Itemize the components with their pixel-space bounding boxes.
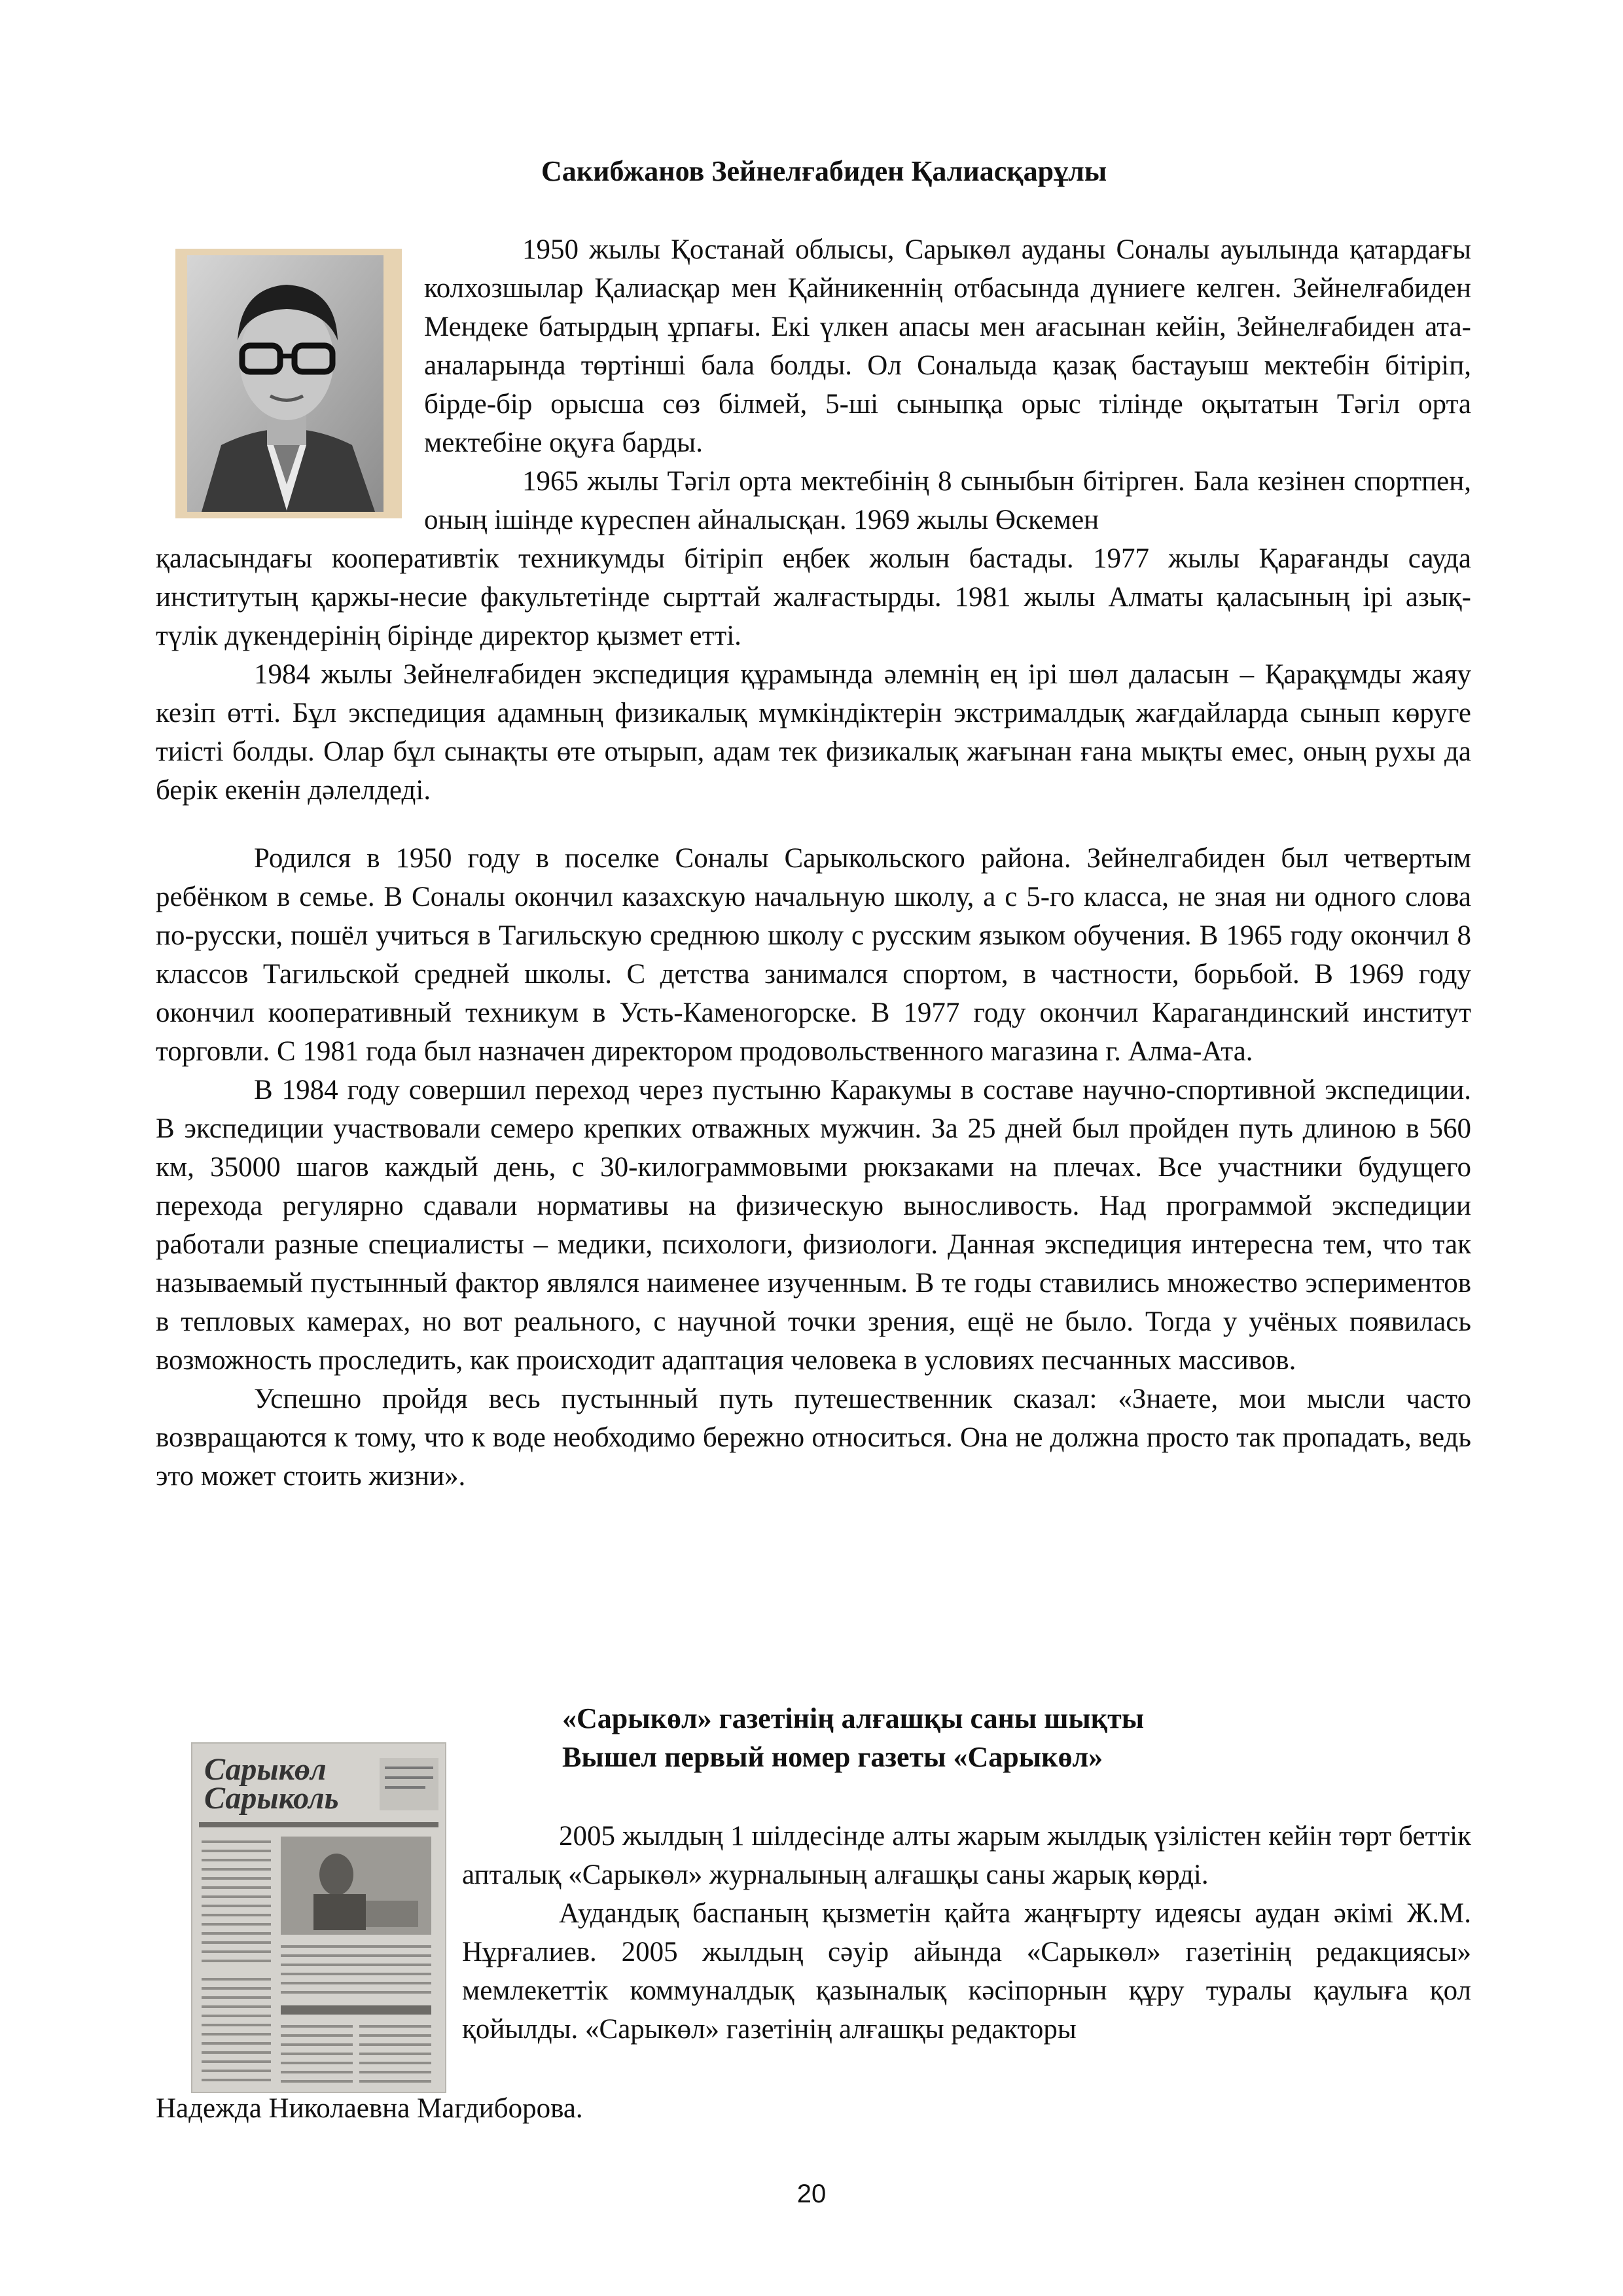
portrait-photo-graphic	[175, 249, 402, 518]
news-paragraph-2-end: Надежда Николаевна Магдиборова.	[156, 2093, 583, 2124]
portrait-photo-icon	[175, 249, 402, 518]
newspaper-front-page-icon	[191, 1742, 446, 2093]
bio-kz-paragraph-3: 1984 жылы Зейнелғабиден экспедиция құрамында әлемнің ең ірі шөл даласын – Қарақұмды жаяу кезіп өтті. Бұл экспедиция адамның физикалық мүмкіндіктерін экстрималдық жағдайларда сынып көруге тиісті болды. Олар бұл сынақты өте отырып, адам тек физикалық жағынан ғана мықты емес, оның рухы да берік екенін дәлелдеді.	[156, 659, 1471, 806]
bio-kazakh-wrapped-text	[424, 230, 1471, 539]
bio-kz-paragraph-1: 1950 жылы Қостанай облысы, Сарыкөл ауданы Соналы ауылында қатардағы колхозшылар Қалиасқар мен Қайникеннің отбасында дүниеге келген. Зейнелғабиден Мендеке батырдың ұрпағы. Екі үлкен апасы мен ағасынан кейін, Зейнелғабиден ата-аналарында төртінші бала болды. Ол Соналыда қазақ бастауыш мектебін бітіріп, бірде-бір орысша сөз білмей, 5-ші сыныпқа орыс тілінде оқытатын Тәгіл орта мектебіне оқуға барды.	[424, 234, 1471, 458]
news-paragraph-2-start: Аудандық баспаның қызметін қайта жаңғырту идеясы аудан әкімі Ж.М. Нұрғалиев. 2005 жылдың сәуір айында «Сарыкөл» газетінің редакциясы» мемлекеттік коммуналдық қазыналық кәсіпорнын құру туралы қаулыға қол қойылды. «Сарыкөл» газетінің алғашқы редакторы	[462, 1898, 1471, 2045]
news-full-text	[156, 2089, 1471, 2128]
newspaper-header-graphic	[380, 1758, 438, 1810]
news-paragraph-1: 2005 жылдың 1 шілдесінде алты жарым жылдық үзілістен кейін төрт беттік апталық «Сарыкөл» журналының алғашқы саны жарық көрді.	[462, 1821, 1471, 1890]
bio-ru-paragraph-1: Родился в 1950 году в поселке Соналы Сарыкольского района. Зейнелгабиден был четвертым ребёнком в семье. В Соналы окончил казахскую начальную школу, а с 5-го класса, не зная ни одного слова по-русски, пошёл учиться в Тагильскую среднюю школу с русским языком обучения. В 1965 году окончил 8 классов Тагильской средней школы. С детства занимался спортом, в частности, борьбой. В 1969 году окончил кооперативный техникум в Усть-Каменогорске. В 1977 году окончил Карагандинский институт торговли. С 1981 года был назначен директором продовольственного магазина г. Алма-Ата.	[156, 843, 1471, 1067]
bio-kz-paragraph-2-end: қаласындағы кооперативтік техникумды бітіріп еңбек жолын бастады. 1977 жылы Қарағанды сауда институтың қаржы-несие факультетінде сырттай жалғастырды. 1981 жылы Алматы қаласының ірі азық-түлік дүкендерінің бірінде директор қызмет етті.	[156, 543, 1471, 651]
news-title-russian: Вышел первый номер газеты «Сарыкөл»	[562, 1741, 1103, 1773]
bio-ru-paragraph-2: В 1984 году совершил переход через пустыню Каракумы в составе научно-спортивной экспедиции. В экспедиции участвовали семеро крепких отважных мужчин. За 25 дней был пройден путь длиною в 560 км, 35000 шагов каждый день, с 30-килограммовыми рюкзаками на плечах. Все участники будущего перехода регулярно сдавали нормативы на физическую выносливость. Над программой экспедиции работали разные специалисты – медики, психологи, физиологи. Данная экспедиция интересна тем, что так называемый пустынный фактор являлся наименее изученным. В те годы ставились множество эспериментов в тепловых камерах, но вот реального, с научной точки зрения, ещё не было. Тогда у учёных появилась возможность проследить, как происходит адаптация человека в условиях песчанных массивов.	[156, 1075, 1471, 1376]
newspaper-columns-graphic	[192, 1822, 445, 2090]
bio-kazakh-full-text	[156, 539, 1471, 810]
bio-title: Сакибжанов Зейнелғабиден Қалиасқарұлы	[541, 155, 1107, 187]
bio-ru-paragraph-3: Успешно пройдя весь пустынный путь путешественник сказал: «Знаете, мои мысли часто возвращаются к тому, что к воде необходимо бережно относиться. Она не должна просто так пропадать, ведь это может стоить жизни».	[156, 1384, 1471, 1492]
news-title-kazakh: «Сарыкөл» газетінің алғашқы саны шықты	[562, 1702, 1145, 1734]
newspaper-masthead: Сарыкөл Сарыколь	[204, 1752, 339, 1816]
news-wrapped-text	[462, 1817, 1471, 2049]
page-number: 20	[796, 2179, 827, 2208]
bio-russian-text	[156, 839, 1471, 1496]
bio-kz-paragraph-2-start: 1965 жылы Тәгіл орта мектебінің 8 сыныбын бітірген. Бала кезінен спортпен, оның ішінде күреспен айналысқан. 1969 жылы Өскемен	[424, 466, 1471, 535]
